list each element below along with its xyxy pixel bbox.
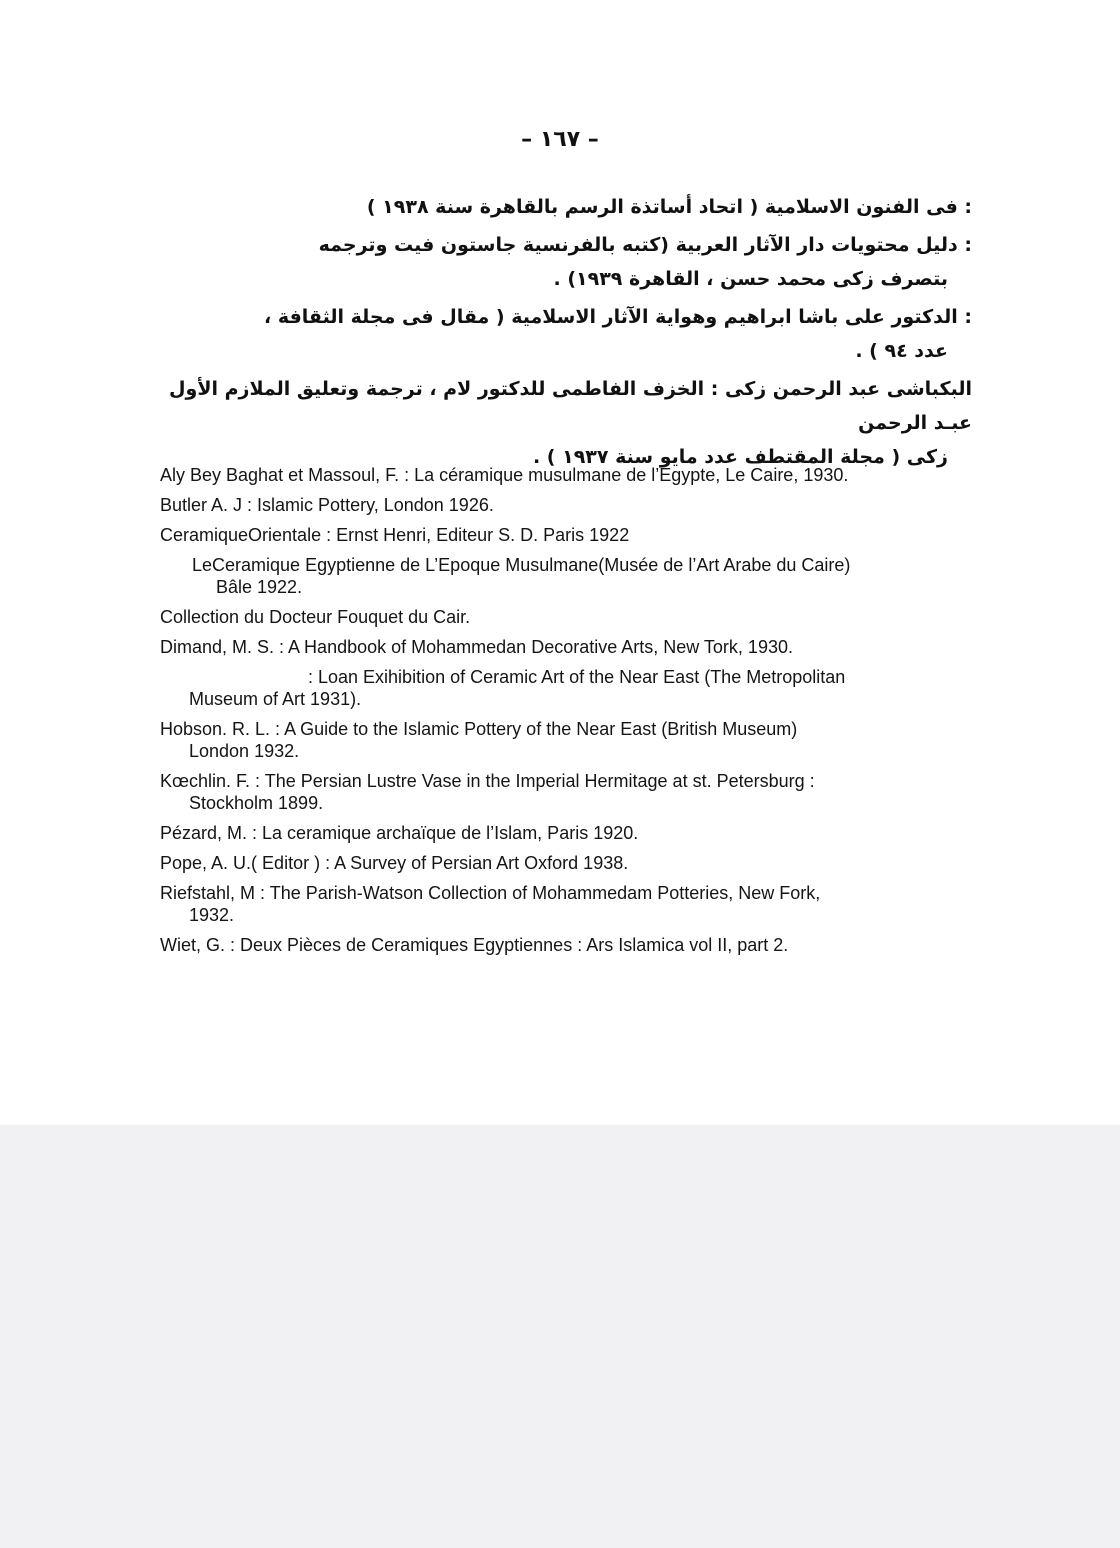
bib-entry-text: Pézard, M. : La ceramique archaïque de l’Islam, Paris 1920. xyxy=(160,823,639,843)
bib-entry-text: Wiet, G. : Deux Pièces de Ceramiques Egyptiennes : Ars Islamica vol II, part 2. xyxy=(160,935,789,955)
arabic-ref-line: البكباشى عبد الرحمن زكى : الخزف الفاطمى للدكتور لام ، ترجمة وتعليق الملازم الأول عبـد الرحمن xyxy=(169,378,972,434)
bib-entry xyxy=(160,882,974,926)
bib-entry-continuation: London 1932. xyxy=(189,741,300,761)
bib-entry xyxy=(160,852,974,874)
arabic-ref-continuation: بتصرف زكى محمد حسن ، القاهرة ١٩٣٩) . xyxy=(553,268,948,290)
bib-entry-text: Aly Bey Baghat et Massoul, F. : La céramique musulmane de l’Egypte, Le Caire, 1930. xyxy=(160,465,849,485)
bib-entry-text: CeramiqueOrientale : Ernst Henri, Editeur S. D. Paris 1922 xyxy=(160,525,630,545)
bib-entry xyxy=(160,666,974,710)
bib-entry xyxy=(160,524,974,546)
bib-entry-text: Collection du Docteur Fouquet du Cair. xyxy=(160,607,471,627)
arabic-bibliography xyxy=(160,190,972,478)
bib-entry-text: Butler A. J : Islamic Pottery, London 1926. xyxy=(160,495,494,515)
bib-entry-text: : Loan Exihibition of Ceramic Art of the Near East (The Metropolitan xyxy=(308,667,846,687)
bib-entry xyxy=(160,554,974,598)
bib-entry xyxy=(160,822,974,844)
bib-entry xyxy=(160,770,974,814)
bib-entry-continuation: Bâle 1922. xyxy=(216,577,303,597)
arabic-ref-entry xyxy=(160,228,972,296)
bib-entry xyxy=(160,934,974,956)
bib-entry-continuation: 1932. xyxy=(189,905,235,925)
bib-entry-continuation: Museum of Art 1931). xyxy=(189,689,362,709)
bib-entry xyxy=(160,464,974,486)
page-number: – ١٦٧ – xyxy=(521,127,599,152)
arabic-ref-line: : فى الفنون الاسلامية ( اتحاد أساتذة الرسم بالقاهرة سنة ١٩٣٨ ) xyxy=(366,196,972,218)
arabic-ref-entry xyxy=(160,190,972,224)
bib-entry-text: Hobson. R. L. : A Guide to the Islamic Pottery of the Near East (British Museum) xyxy=(160,719,798,739)
bib-entry xyxy=(160,718,974,762)
arabic-ref-continuation: زكى ( مجلة المقتطف عدد مايو سنة ١٩٣٧ ) . xyxy=(532,446,948,468)
arabic-ref-entry xyxy=(160,300,972,368)
blank-background xyxy=(0,1125,1120,1548)
bib-entry-text: Dimand, M. S. : A Handbook of Mohammedan Decorative Arts, New Tork, 1930. xyxy=(160,637,793,657)
bib-entry-text: Riefstahl, M : The Parish-Watson Collection of Mohammedam Potteries, New Fork, xyxy=(160,883,821,903)
latin-bibliography xyxy=(160,464,974,964)
arabic-ref-line: : دليل محتويات دار الآثار العربية (كتبه بالفرنسية جاستون فيت وترجمه xyxy=(318,234,972,256)
arabic-ref-continuation: عدد ٩٤ ) . xyxy=(855,340,948,362)
bib-entry xyxy=(160,636,974,658)
bib-entry-text: Pope, A. U.( Editor ) : A Survey of Persian Art Oxford 1938. xyxy=(160,853,629,873)
bib-entry-continuation: Stockholm 1899. xyxy=(189,793,324,813)
bib-entry-text: LeCeramique Egyptienne de L’Epoque Musulmane(Musée de l’Art Arabe du Caire) xyxy=(192,555,851,575)
bib-entry-text: Kœchlin. F. : The Persian Lustre Vase in the Imperial Hermitage at st. Petersburg : xyxy=(160,771,815,791)
arabic-ref-line: : الدكتور على باشا ابراهيم وهواية الآثار الاسلامية ( مقال فى مجلة الثقافة ، xyxy=(263,306,972,328)
bib-entry xyxy=(160,494,974,516)
bib-entry xyxy=(160,606,974,628)
arabic-ref-entry xyxy=(160,372,972,474)
